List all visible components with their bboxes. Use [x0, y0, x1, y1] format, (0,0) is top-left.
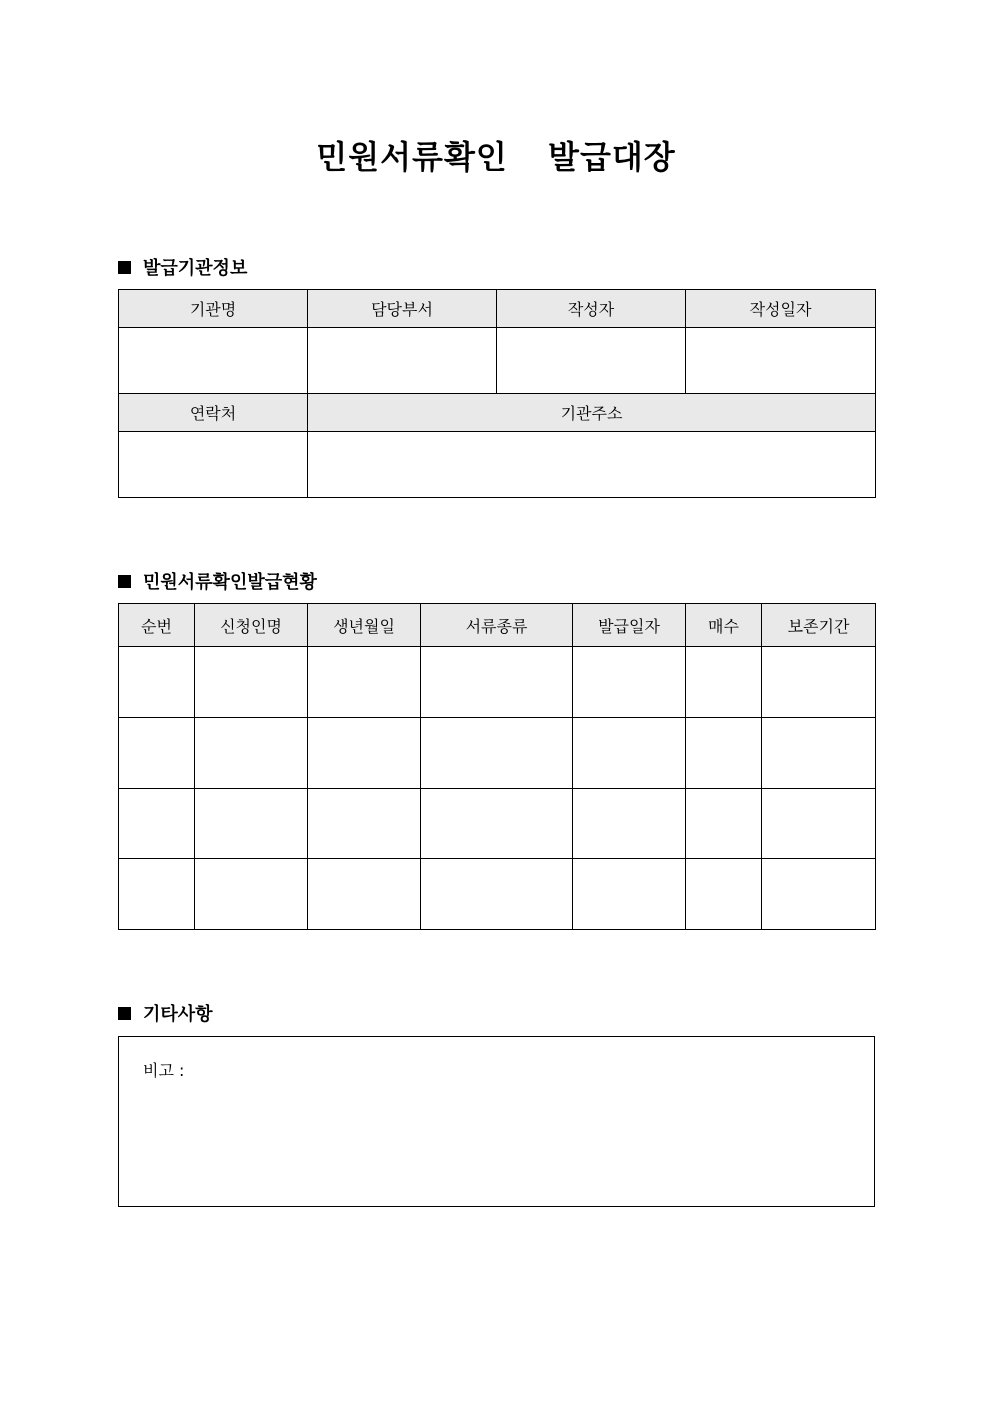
table-cell[interactable]	[573, 647, 686, 718]
table-cell[interactable]	[573, 859, 686, 930]
table-cell[interactable]	[195, 718, 308, 789]
table-cell[interactable]	[762, 647, 876, 718]
table-row	[119, 647, 876, 718]
header-cell-retention: 보존기간	[762, 604, 876, 647]
table-row	[119, 789, 876, 859]
writer-field[interactable]	[497, 328, 686, 394]
table-cell[interactable]	[573, 789, 686, 859]
issuance-status-table	[118, 603, 876, 930]
header-cell-department: 담당부서	[308, 290, 497, 328]
section-heading-label: 발급기관정보	[143, 258, 248, 279]
header-cell-address: 기관주소	[308, 394, 876, 432]
section-heading-issuer	[118, 254, 247, 280]
header-cell-contact: 연락처	[119, 394, 308, 432]
table-cell[interactable]	[686, 789, 762, 859]
contact-field[interactable]	[119, 432, 308, 498]
table-cell[interactable]	[686, 859, 762, 930]
institution-name-field[interactable]	[119, 328, 308, 394]
table-row	[119, 859, 876, 930]
square-bullet-icon	[118, 261, 131, 274]
table-cell[interactable]	[421, 789, 573, 859]
header-cell-seq: 순번	[119, 604, 195, 647]
header-cell-issue-date: 발급일자	[573, 604, 686, 647]
header-cell-birthdate: 생년월일	[308, 604, 421, 647]
table-cell[interactable]	[119, 789, 195, 859]
table-cell[interactable]	[762, 718, 876, 789]
page-title: 민원서류확인 발급대장	[316, 138, 676, 176]
table-row	[119, 718, 876, 789]
table-cell[interactable]	[195, 789, 308, 859]
header-cell-writer: 작성자	[497, 290, 686, 328]
header-cell-count: 매수	[686, 604, 762, 647]
table-cell[interactable]	[119, 647, 195, 718]
square-bullet-icon	[118, 575, 131, 588]
write-date-field[interactable]	[686, 328, 876, 394]
table-cell[interactable]	[421, 718, 573, 789]
table-cell[interactable]	[195, 647, 308, 718]
remarks-label: 비고 :	[143, 1061, 185, 1080]
section-heading-other	[118, 1000, 213, 1026]
section-heading-label: 기타사항	[143, 1004, 213, 1025]
address-field[interactable]	[308, 432, 876, 498]
table-cell[interactable]	[308, 647, 421, 718]
header-cell-doc-type: 서류종류	[421, 604, 573, 647]
table-cell[interactable]	[308, 859, 421, 930]
table-cell[interactable]	[762, 859, 876, 930]
table-cell[interactable]	[119, 718, 195, 789]
table-cell[interactable]	[308, 789, 421, 859]
table-cell[interactable]	[573, 718, 686, 789]
issuer-info-table	[118, 289, 876, 498]
header-cell-write-date: 작성일자	[686, 290, 876, 328]
square-bullet-icon	[118, 1007, 131, 1020]
table-cell[interactable]	[421, 859, 573, 930]
table-cell[interactable]	[119, 859, 195, 930]
header-cell-applicant: 신청인명	[195, 604, 308, 647]
table-cell[interactable]	[686, 718, 762, 789]
remarks-box[interactable]	[118, 1036, 875, 1207]
section-heading-status	[118, 568, 317, 594]
table-cell[interactable]	[421, 647, 573, 718]
table-cell[interactable]	[686, 647, 762, 718]
table-cell[interactable]	[195, 859, 308, 930]
table-cell[interactable]	[308, 718, 421, 789]
department-field[interactable]	[308, 328, 497, 394]
section-heading-label: 민원서류확인발급현황	[143, 572, 317, 593]
header-cell-institution-name: 기관명	[119, 290, 308, 328]
table-cell[interactable]	[762, 789, 876, 859]
